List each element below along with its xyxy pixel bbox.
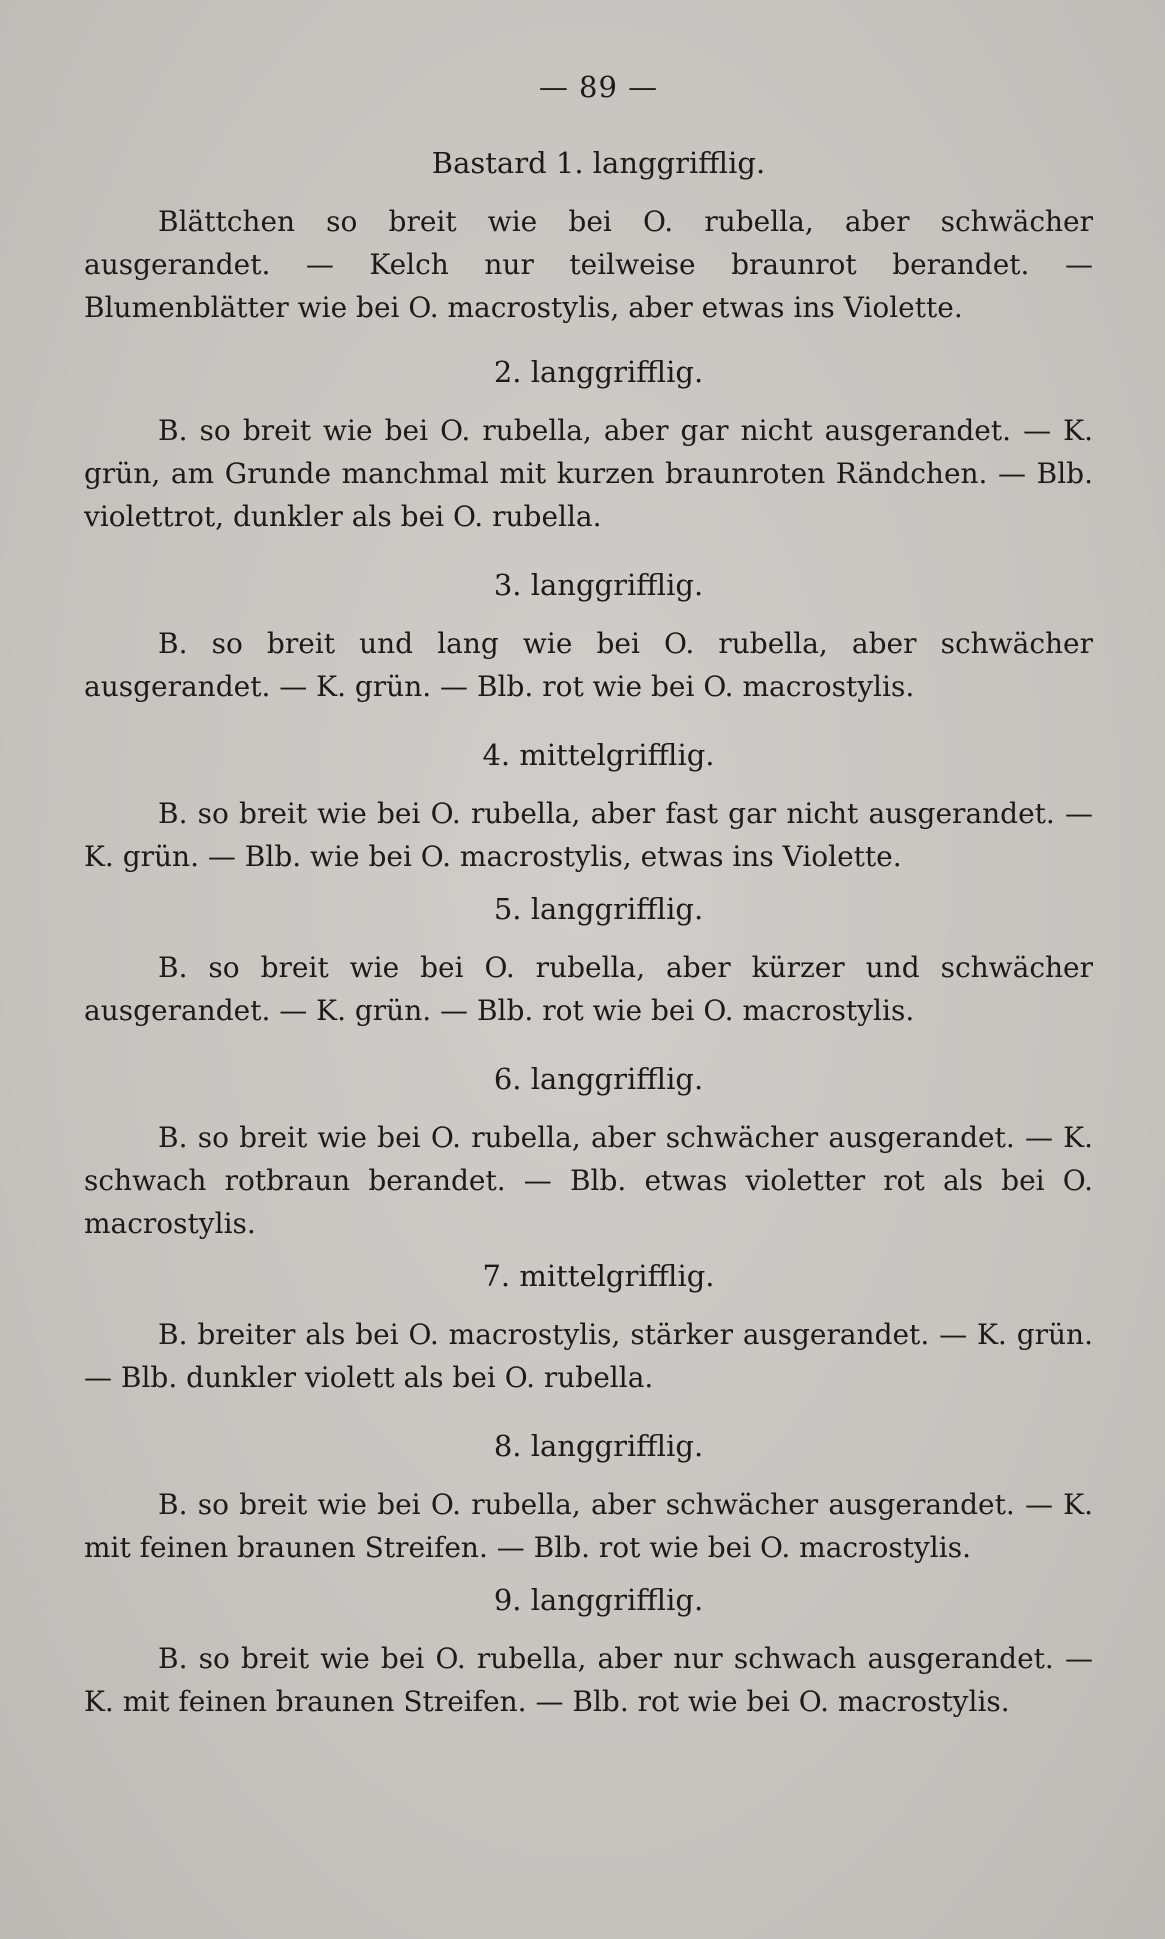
section-text: B. breiter als bei O. macrostylis, stärker ausgerandet. — K. grün. — Blb. dunkler violett als bei O. rubella. — [84, 1318, 1093, 1394]
section-3 — [84, 568, 1093, 708]
section-heading: 9. langgrifflig. — [493, 1583, 704, 1617]
section-heading: Bastard 1. langgrifflig. — [431, 146, 766, 180]
section-8 — [84, 1429, 1093, 1569]
page-number: — 89 — — [538, 70, 659, 104]
section-4 — [84, 738, 1093, 878]
section-text: B. so breit wie bei O. rubella, aber fast gar nicht ausgerandet. — K. grün. — Blb. wie bei O. macrostylis, etwas ins Violette. — [84, 797, 1093, 873]
section-text: B. so breit wie bei O. rubella, aber kürzer und schwächer ausgerandet. — K. grün. — Blb. rot wie bei O. macrostylis. — [84, 951, 1093, 1027]
section-heading: 8. langgrifflig. — [493, 1429, 704, 1463]
section-6 — [84, 1062, 1093, 1245]
section-text: B. so breit und lang wie bei O. rubella, aber schwächer ausgerandet. — K. grün. — Blb. rot wie bei O. macrostylis. — [84, 627, 1093, 703]
section-5 — [84, 892, 1093, 1032]
section-9 — [84, 1583, 1093, 1723]
section-7 — [84, 1259, 1093, 1399]
section-text: Blättchen so breit wie bei O. rubella, aber schwächer ausgerandet. — Kelch nur teilweise braunrot berandet. — Blumenblätter wie bei O. macrostylis, aber etwas ins Violette. — [84, 205, 1093, 324]
section-heading: 4. mittelgrifflig. — [482, 738, 715, 772]
section-bastard-1 — [84, 146, 1093, 329]
section-text: B. so breit wie bei O. rubella, aber schwächer ausgerandet. — K. schwach rotbraun berandet. — Blb. etwas violetter rot als bei O. macrostylis. — [84, 1121, 1093, 1240]
section-heading: 5. langgrifflig. — [493, 892, 704, 926]
section-heading: 3. langgrifflig. — [493, 568, 704, 602]
section-heading: 6. langgrifflig. — [493, 1062, 704, 1096]
section-2 — [84, 355, 1093, 538]
section-text: B. so breit wie bei O. rubella, aber nur schwach ausgerandet. — K. mit feinen braunen Streifen. — Blb. rot wie bei O. macrostylis. — [84, 1642, 1093, 1718]
section-text: B. so breit wie bei O. rubella, aber schwächer ausgerandet. — K. mit feinen braunen Streifen. — Blb. rot wie bei O. macrostylis. — [84, 1488, 1093, 1564]
section-heading: 7. mittelgrifflig. — [482, 1259, 715, 1293]
section-heading: 2. langgrifflig. — [493, 355, 704, 389]
section-text: B. so breit wie bei O. rubella, aber gar nicht ausgerandet. — K. grün, am Grunde manchmal mit kurzen braunroten Rändchen. — Blb. violettrot, dunkler als bei O. rubella. — [84, 414, 1093, 533]
